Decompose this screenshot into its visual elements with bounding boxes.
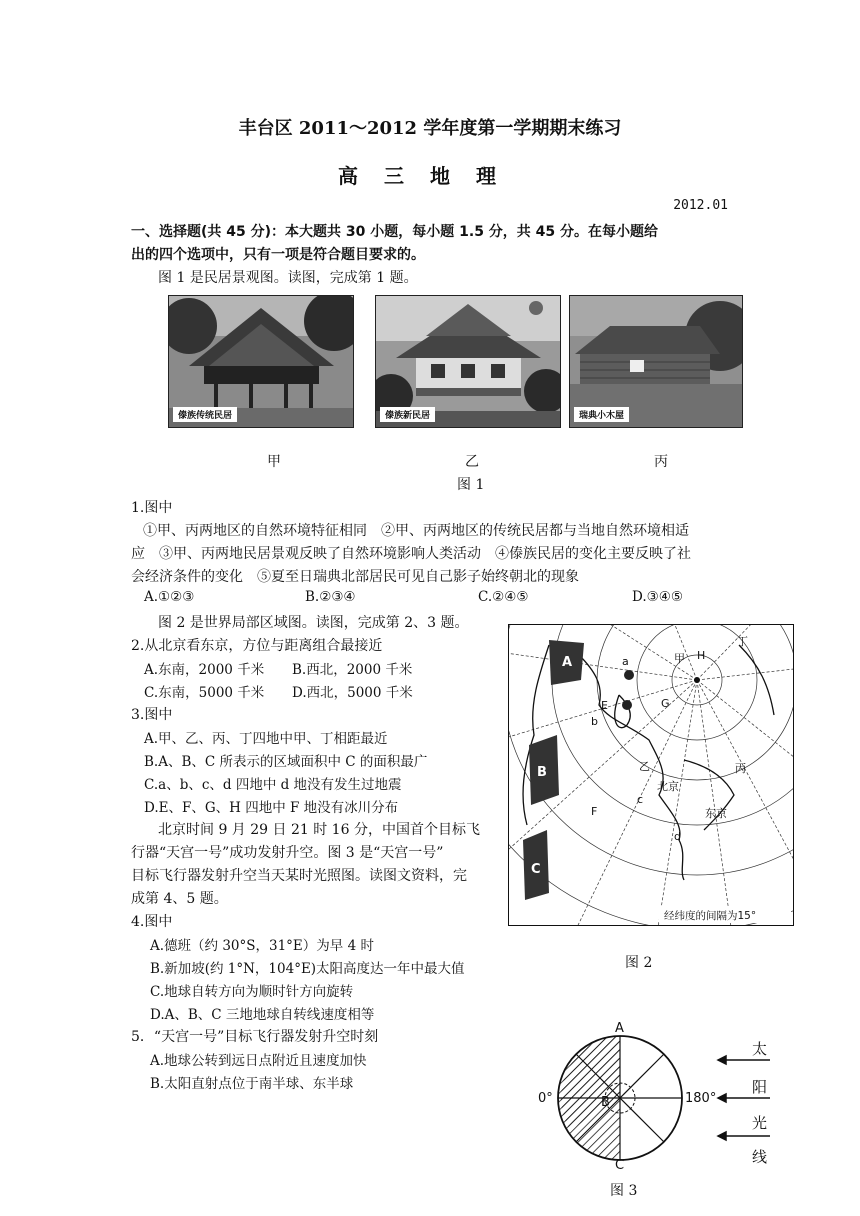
photo-label-yi: 乙 (465, 454, 479, 470)
fig1-intro: 图 1 是民居景观图。读图，完成第 1 题。 (158, 270, 418, 286)
q4-option-a: A.德班（约 30°S，31°E）为早 4 时 (150, 938, 374, 954)
q3-option-a: A.甲、乙、丙、丁四地中甲、丁相距最近 (144, 731, 388, 747)
q1-stem: 1.图中 (131, 500, 173, 516)
q4-option-c: C.地球自转方向为顺时针方向旋转 (150, 984, 354, 1000)
q3-stem: 3.图中 (131, 707, 173, 723)
passage-line1: 北京时间 9 月 29 日 21 时 16 分，中国首个目标飞 (158, 822, 480, 838)
map-point-g: G (661, 697, 670, 710)
fig3-sun-char-1: 太 (752, 1040, 768, 1058)
q2-stem: 2.从北京看东京，方位与距离组合最接近 (131, 638, 383, 654)
figure3-illumination-diagram (530, 1020, 790, 1170)
q2-option-c: C.东南，5000 千米 (144, 685, 265, 701)
section-heading-line1: 一、选择题(共 45 分)：本大题共 30 小题，每小题 1.5 分，共 45 分。在每小题给 (131, 224, 659, 240)
figure2-polar-map (508, 624, 794, 926)
fig3-label-b: B (601, 1095, 610, 1110)
photo-caption: 傣族新民居 (380, 407, 435, 422)
photo-dai-traditional-house (168, 295, 354, 428)
q3-option-b: B.A、B、C 所表示的区域面积中 C 的面积最广 (144, 754, 428, 770)
section-heading-line2: 出的四个选项中，只有一项是符合题目要求的。 (131, 247, 425, 263)
q4-stem: 4.图中 (131, 914, 173, 930)
q4-option-d: D.A、B、C 三地地球自转线速度相等 (150, 1007, 375, 1023)
fig3-sun-char-3: 光 (752, 1114, 768, 1132)
photo-caption: 傣族传统民居 (173, 407, 237, 422)
document-subtitle: 高三地理 (338, 164, 522, 188)
q3-option-d: D.E、F、G、H 四地中 F 地没有冰川分布 (144, 800, 399, 816)
fig3-label-c: C (615, 1158, 625, 1170)
map-point-h: H (697, 649, 706, 662)
map-place-jia: 甲 (674, 652, 685, 665)
map-place-ding: 丁 (737, 635, 748, 648)
fig1-title: 图 1 (457, 477, 485, 493)
map-city-beijing: 北京 (657, 780, 679, 793)
passage-line3: 目标飞行器发射升空当天某时光照图。读图文资料，完 (131, 868, 467, 884)
fig3-sun-char-4: 线 (752, 1148, 768, 1166)
map-point-b: b (591, 715, 598, 728)
map-point-c: c (637, 793, 644, 806)
q1-option-c: C.②④⑤ (478, 589, 529, 605)
fig3-lon-left: 0° (538, 1091, 553, 1106)
fig3-lon-right: 180° (685, 1091, 717, 1106)
q5-stem: 5．“天宫一号”目标飞行器发射升空时刻 (131, 1029, 379, 1045)
fig3-label-a: A (615, 1021, 624, 1036)
map-region-c: C (531, 862, 541, 877)
q5-option-a: A.地球公转到远日点附近且速度加快 (150, 1053, 367, 1069)
q1-option-b: B.②③④ (305, 589, 356, 605)
photo-swedish-cabin (569, 295, 743, 428)
document-title: 丰台区 2011～2012 学年度第一学期期末练习 (238, 118, 622, 139)
q2-option-d: D.西北，5000 千米 (292, 685, 413, 701)
fig2-title: 图 2 (625, 955, 653, 971)
q2-option-a: A.东南，2000 千米 (144, 662, 265, 678)
fig3-title: 图 3 (610, 1183, 638, 1199)
map-region-a: A (562, 655, 573, 670)
map-place-yi: 乙 (639, 760, 650, 773)
map-region-b: B (537, 765, 547, 780)
fig3-sun-char-2: 阳 (752, 1078, 768, 1096)
photo-label-bing: 丙 (654, 454, 668, 470)
map-grid-note: 经纬度的间隔为15° (664, 910, 757, 922)
photo-label-jia: 甲 (267, 454, 281, 470)
map-point-e: E (601, 699, 608, 712)
q4-option-b: B.新加坡(约 1°N，104°E)太阳高度达一年中最大值 (150, 961, 465, 977)
q2-option-b: B.西北，2000 千米 (292, 662, 413, 678)
passage-line4: 成第 4、5 题。 (131, 891, 228, 907)
q1-option-a: A.①②③ (144, 589, 195, 605)
photo-caption: 瑞典小木屋 (574, 407, 629, 422)
map-place-bing: 丙 (735, 762, 746, 775)
q1-text-line3: 会经济条件的变化 ⑤夏至日瑞典北部居民可见自己影子始终朝北的现象 (131, 569, 579, 585)
q1-option-d: D.③④⑤ (632, 589, 683, 605)
passage-line2: 行器“天宫一号”成功发射升空。图 3 是“天宫一号” (131, 845, 444, 861)
map-city-tokyo: 东京 (705, 807, 727, 820)
fig2-intro: 图 2 是世界局部区域图。读图，完成第 2、3 题。 (158, 615, 469, 631)
map-point-f: F (591, 805, 598, 818)
q1-text-line1: ①甲、丙两地区的自然环境特征相同 ②甲、丙两地区的传统民居都与当地自然环境相适 (143, 523, 689, 539)
q3-option-c: C.a、b、c、d 四地中 d 地没有发生过地震 (144, 777, 402, 793)
map-point-a: a (622, 655, 629, 668)
map-point-d: d (674, 830, 681, 843)
q5-option-b: B.太阳直射点位于南半球、东半球 (150, 1076, 354, 1092)
photo-dai-new-house (375, 295, 561, 428)
q1-text-line2: 应 ③甲、丙两地民居景观反映了自然环境影响人类活动 ④傣族民居的变化主要反映了社 (131, 546, 691, 562)
document-date: 2012.01 (673, 198, 728, 213)
